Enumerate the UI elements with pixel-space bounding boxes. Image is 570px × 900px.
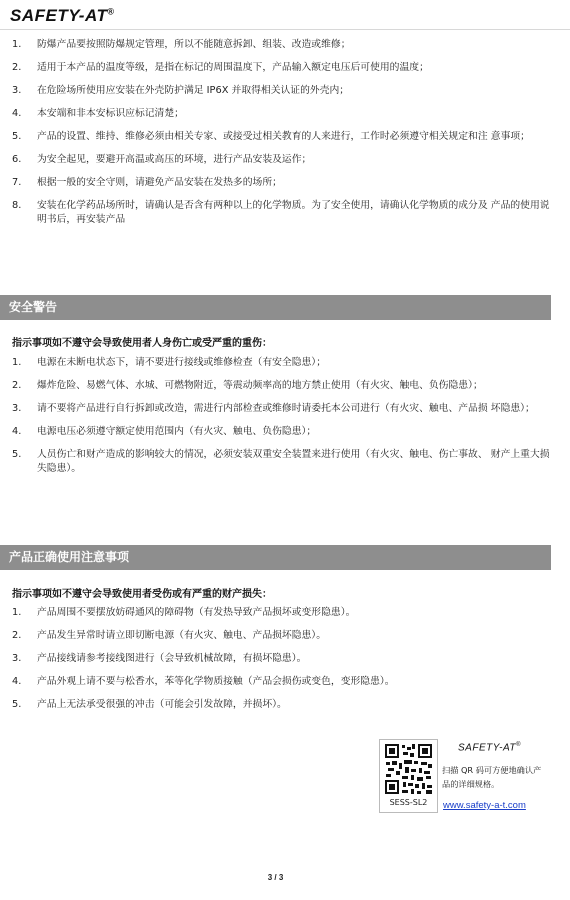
- brand-logo: SAFETY-AT®: [10, 6, 115, 25]
- list-item-number: 4.: [12, 676, 22, 687]
- header-divider: [0, 29, 570, 30]
- section-title-usage-notes: 产品正确使用注意事项: [0, 545, 551, 570]
- list-item: [12, 153, 552, 167]
- list-item: [12, 402, 552, 416]
- list-item-text: 爆炸危险、易燃气体、水城、可燃物附近，等震动频率高的地方禁止使用（有火灾、触电、负伤隐患）；: [37, 380, 483, 391]
- website-link[interactable]: www.safety-a-t.com: [443, 800, 526, 811]
- list-item-text: 为安全起见，要避开高温或高压的环境，进行产品安装及运作；: [37, 154, 312, 165]
- usage-notes-notice: 指示事项如不遵守会导致使用者受伤或有严重的财产损失：: [12, 589, 272, 600]
- list-item-text: 产品发生异常时请立即切断电源（有火灾、触电、产品损坏隐患）。: [37, 630, 327, 641]
- list-item-text: 产品的设置、维持、维修必须由相关专家、或接受过相关教育的人来进行，工作时必须遵守相关规定和注 意事项；: [37, 131, 530, 142]
- intro-list: [12, 38, 552, 236]
- page-number: 3 / 3: [267, 873, 284, 882]
- list-item-number: 2.: [12, 630, 22, 641]
- qr-instruction-text: 扫描 QR 码可方便地确认产品的详细规格。: [442, 765, 542, 789]
- list-item: [12, 629, 552, 643]
- list-item-text: 请不要将产品进行自行拆卸或改造，需进行内部检查或维修时请委托本公司进行（有火灾、触电、产品损 坏隐患）；: [37, 403, 535, 414]
- list-item: [12, 130, 552, 144]
- list-item-text: 本安端和非本安标识应标记清楚；: [37, 108, 184, 119]
- safety-warning-notice: 指示事项如不遵守会导致使用者人身伤亡或受严重的重伤：: [12, 338, 272, 349]
- list-item: [12, 356, 552, 370]
- list-item: [12, 425, 552, 439]
- list-item-text: 根据一般的安全守则，请避免产品安装在发热多的场所；: [37, 177, 282, 188]
- list-item: [12, 606, 552, 620]
- list-item-number: 7.: [12, 177, 22, 188]
- list-item: [12, 84, 552, 98]
- list-item: [12, 38, 552, 52]
- list-item: [12, 675, 552, 689]
- list-item-number: 6.: [12, 154, 22, 165]
- qr-code-icon: [384, 743, 433, 795]
- list-item-number: 5.: [12, 699, 22, 710]
- list-item-number: 5.: [12, 131, 22, 142]
- list-item-text: 安装在化学药品场所时，请确认是否含有两种以上的化学物质。为了安全使用，请确认化学物质的成分及 产品的使用说明书后，再安装产品: [37, 200, 550, 225]
- qr-code-label: SESS-SL2: [389, 798, 428, 807]
- list-item: [12, 379, 552, 393]
- list-item-number: 2.: [12, 380, 22, 391]
- list-item: [12, 199, 552, 227]
- usage-notes-list: [12, 606, 552, 721]
- list-item-number: 1.: [12, 39, 22, 50]
- list-item-text: 产品上无法承受很强的冲击（可能会引发故障，并损坏）。: [37, 699, 287, 710]
- list-item-text: 人员伤亡和财产造成的影响较大的情况，必须安装双重安全装置来进行使用（有火灾、触电、伤亡事故、 财产上重大损失隐患）。: [37, 449, 550, 474]
- list-item-text: 在危险场所使用应安装在外壳防护满足 IP6X 并取得相关认证的外壳内；: [37, 85, 350, 96]
- list-item-number: 4.: [12, 108, 22, 119]
- list-item-number: 4.: [12, 426, 22, 437]
- safety-warning-list: [12, 356, 552, 485]
- footer-brand: SAFETY-AT®: [458, 742, 521, 754]
- list-item-number: 8.: [12, 200, 22, 211]
- section-title-safety-warning: 安全警告: [0, 295, 551, 320]
- list-item: [12, 448, 552, 476]
- list-item: [12, 107, 552, 121]
- list-item-number: 2.: [12, 62, 22, 73]
- list-item-text: 电源在未断电状态下，请不要进行接线或维修检查（有安全隐患）；: [37, 357, 327, 368]
- list-item: [12, 176, 552, 190]
- list-item: [12, 698, 552, 712]
- qr-code-box: [379, 739, 438, 813]
- list-item-text: 适用于本产品的温度等级，是指在标记的周围温度下，产品输入额定电压后可使用的温度；: [37, 62, 429, 73]
- list-item: [12, 652, 552, 666]
- list-item-number: 3.: [12, 403, 22, 414]
- list-item-text: 产品周围不要摆放妨碍通风的障碍物（有发热导致产品损坏或变形隐患）。: [37, 607, 356, 618]
- list-item-number: 3.: [12, 653, 22, 664]
- list-item-number: 1.: [12, 607, 22, 618]
- list-item-text: 电源电压必须遵守额定使用范围内（有火灾、触电、负伤隐患）；: [37, 426, 317, 437]
- list-item-number: 5.: [12, 449, 22, 460]
- list-item-number: 1.: [12, 357, 22, 368]
- list-item-number: 3.: [12, 85, 22, 96]
- list-item: [12, 61, 552, 75]
- list-item-text: 产品外观上请不要与松香水，苯等化学物质接触（产品会损伤或变色，变形隐患）。: [37, 676, 395, 687]
- list-item-text: 产品接线请参考接线图进行（会导致机械故障，有损坏隐患）。: [37, 653, 307, 664]
- list-item-text: 防爆产品要按照防爆规定管理，所以不能随意拆卸、组装、改造或维修；: [37, 39, 351, 50]
